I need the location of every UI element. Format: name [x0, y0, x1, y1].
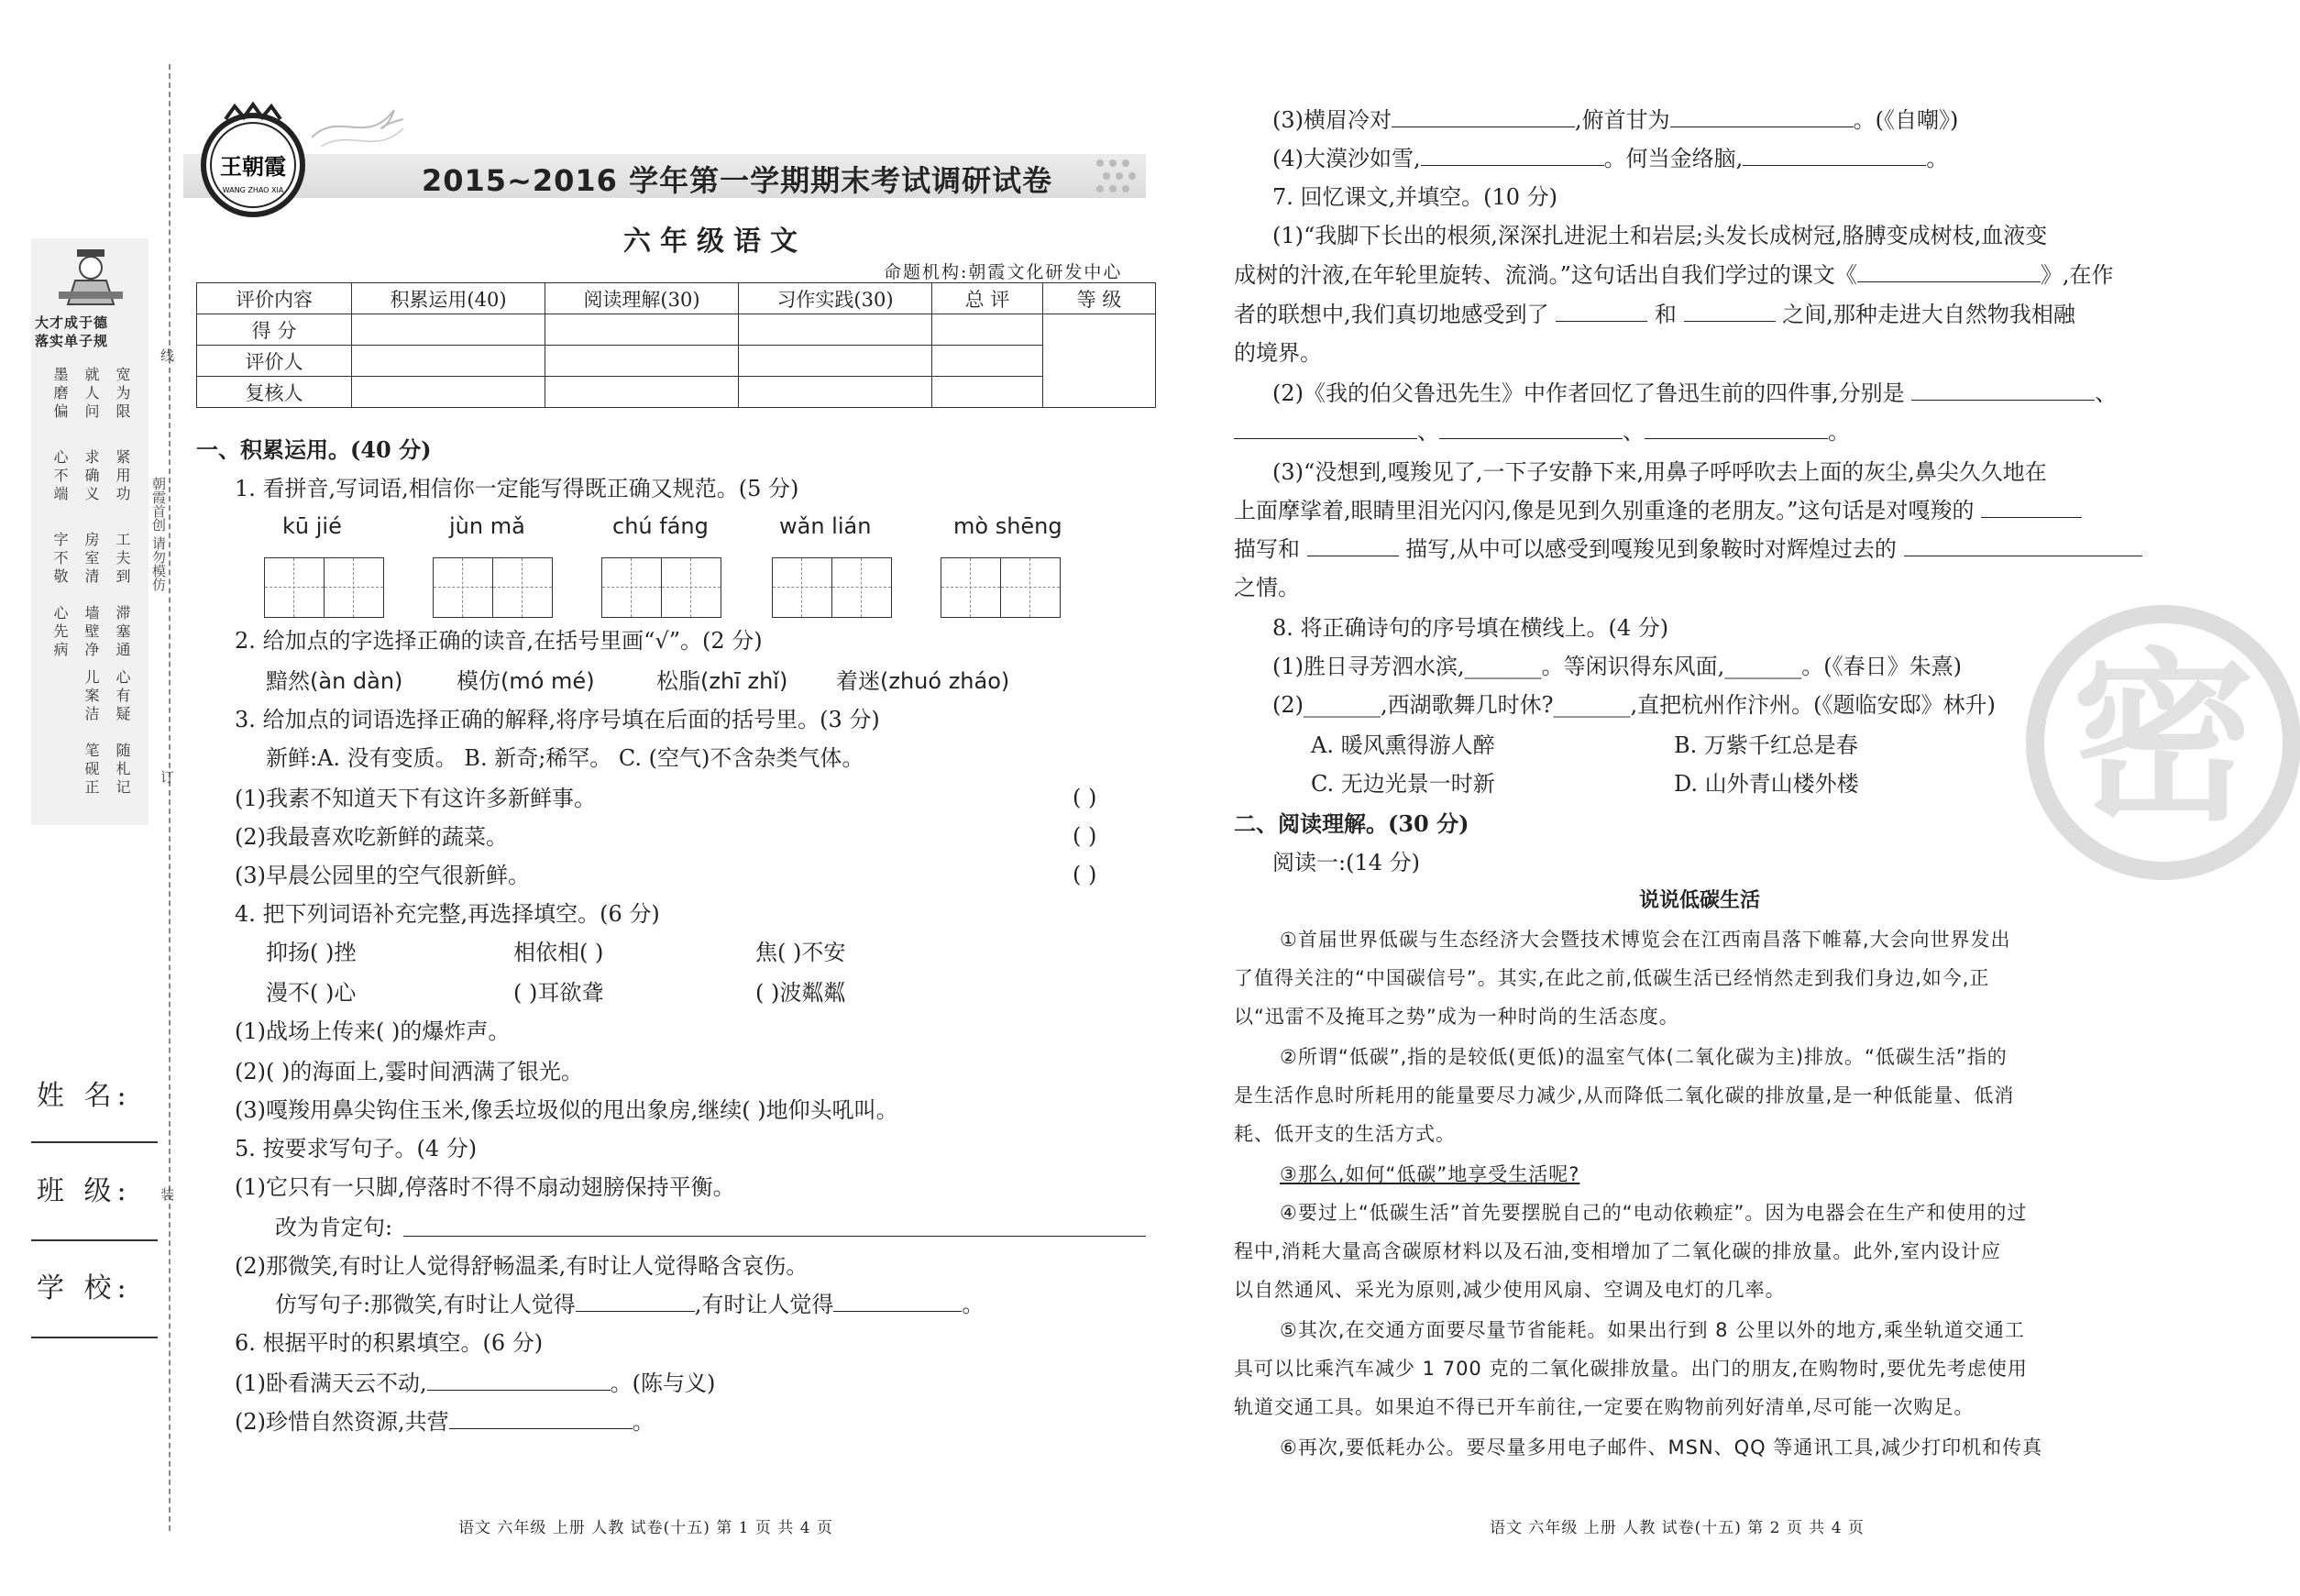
- q8-option-a: A. 暖风熏得游人醉: [1311, 732, 1495, 758]
- page-1-footer: 语文 六年级 上册 人教 试卷(十五) 第 1 页 共 4 页: [458, 1519, 833, 1537]
- q6-2-blank[interactable]: [449, 1410, 633, 1429]
- q5-2-blank-1[interactable]: [576, 1293, 695, 1312]
- q7-3-blank-1[interactable]: [1981, 499, 2082, 518]
- q5-2-middle: ,有时让人觉得: [694, 1292, 834, 1317]
- q3-item-3: (3)早晨公园里的空气很新鲜。: [235, 863, 530, 888]
- q7-2-line-1: (2)《我的伯父鲁迅先生》中作者回忆了鲁迅生前的四件事,分别是 、: [1272, 380, 2118, 406]
- writing-grid-1[interactable]: [264, 557, 384, 618]
- q7-1-blank-2[interactable]: [1556, 303, 1647, 322]
- q4-word[interactable]: 相依相( ): [513, 940, 604, 965]
- proverb-col-2: 紧用功: [114, 449, 131, 504]
- article-line: ①首届世界低碳与生态经济大会暨技术博览会在江西南昌落下帷幕,大会向世界发出: [1280, 929, 2011, 951]
- score-header-cell: 习作实践(30): [739, 283, 932, 314]
- article-line: ②所谓“低碳”,指的是较低(更低)的温室气体(二氧化碳为主)排放。“低碳生活”指的: [1280, 1046, 2008, 1068]
- q6-4-blank-1[interactable]: [1421, 147, 1604, 166]
- binding-dash-line: [169, 64, 171, 1531]
- pinyin-2: jùn mǎ: [449, 513, 525, 539]
- q5-1-answer-line[interactable]: [403, 1236, 1146, 1237]
- q1-prompt: 1. 看拼音,写词语,相信你一定能写得既正确又规范。(5 分): [235, 476, 799, 501]
- article-line-underlined: ③那么,如何“低碳”地享受生活呢?: [1280, 1163, 1580, 1185]
- score-row-label: 复核人: [197, 377, 352, 408]
- q5-prompt: 5. 按要求写句子。(4 分): [235, 1136, 478, 1161]
- q6-3-blank-1[interactable]: [1392, 108, 1575, 127]
- q6-item-4: (4)大漠沙如雪, 。何当金络脑, 。: [1272, 146, 1949, 171]
- reading-1-label: 阅读一:(14 分): [1272, 850, 1420, 875]
- q4-sentence-3: (3)嘎羧用鼻尖钩住玉米,像丢垃圾似的甩出象房,继续( )地仰头吼叫。: [235, 1097, 898, 1123]
- q8-option-d: D. 山外青山楼外楼: [1674, 771, 1859, 797]
- q6-1-blank[interactable]: [427, 1371, 611, 1391]
- q8-prompt: 8. 将正确诗句的序号填在横线上。(4 分): [1272, 615, 1669, 641]
- q4-word[interactable]: 抑扬( )挫: [266, 940, 357, 965]
- class-label: 班 级:: [37, 1175, 132, 1207]
- binding-tag-xian: 线: [159, 348, 175, 362]
- score-cell[interactable]: [545, 346, 739, 377]
- proverb2-col-6: 笔砚正: [83, 743, 100, 798]
- score-header-cell: 阅读理解(30): [545, 283, 739, 314]
- score-header-cell: 积累运用(40): [352, 283, 545, 314]
- school-label: 学 校:: [37, 1272, 132, 1304]
- score-cell[interactable]: [352, 346, 545, 377]
- q7-1-blank-1[interactable]: [1857, 263, 2041, 282]
- q7-3-line-1: (3)“没想到,嘎羧见了,一下子安静下来,用鼻子呼呼吹去上面的灰尘,鼻尖久久地在: [1272, 459, 2047, 485]
- score-cell[interactable]: [739, 314, 932, 346]
- proverb2-col-2: 求确义: [83, 449, 100, 504]
- q6-item-1: (1)卧看满天云不动, 。(陈与义): [235, 1370, 716, 1396]
- q7-2-blank-2[interactable]: [1234, 420, 1417, 439]
- q7-3-blank-3[interactable]: [1904, 537, 2142, 556]
- article-line: 以“迅雷不及掩耳之势”成为一种时尚的生活态度。: [1234, 1006, 1679, 1028]
- q3-definitions: 新鲜:A. 没有变质。 B. 新奇;稀罕。 C. (空气)不含杂类气体。: [266, 745, 864, 771]
- score-header-cell: 总 评: [932, 283, 1043, 314]
- q8-option-c: C. 无边光景一时新: [1311, 771, 1495, 797]
- binding-tag-ding: 订: [159, 770, 175, 784]
- section-2-heading: 二、阅读理解。(30 分): [1234, 810, 1469, 837]
- article-line: 轨道交通工具。如果迫不得已开车前往,一定要在购物前列好清单,尽可能一次购足。: [1234, 1396, 1975, 1418]
- q7-3-line-2: 上面摩挲着,眼睛里泪光闪闪,像是见到久别重逢的老朋友。”这句话是对嘎羧的: [1234, 497, 2082, 524]
- article-line: 具可以比乘汽车减少 1 700 克的二氧化碳排放量。出门的朋友,在购物时,要优先考虑使用: [1234, 1358, 2028, 1380]
- proverb-col-4: 滞塞通: [114, 605, 131, 660]
- q5-item-2: (2)那微笑,有时让人觉得舒畅温柔,有时让人觉得略含哀伤。: [235, 1253, 809, 1279]
- q7-3-line-4: 之情。: [1234, 575, 1300, 600]
- q4-sentence-1: (1)战场上传来( )的爆炸声。: [235, 1018, 511, 1044]
- q7-2-blank-1[interactable]: [1911, 381, 2095, 401]
- score-cell[interactable]: [352, 314, 545, 346]
- grade-cell[interactable]: [1043, 314, 1156, 408]
- q4-sentence-2: (2)( )的海面上,霎时间洒满了银光。: [235, 1059, 583, 1084]
- q5-2-blank-2[interactable]: [833, 1293, 962, 1312]
- q6-item-3: (3)横眉冷对 ,俯首甘为 。(《自嘲》): [1272, 107, 1959, 133]
- q3-item-1: (1)我素不知道天下有这许多新鲜事。: [235, 786, 596, 811]
- logo-subtext: WANG ZHAO XIA: [222, 186, 284, 194]
- q2-option[interactable]: 黯然(àn dàn): [266, 668, 403, 694]
- confidential-stamp-icon: [2026, 605, 2300, 880]
- q4-word[interactable]: ( )耳欲聋: [513, 980, 604, 1006]
- score-cell[interactable]: [739, 377, 932, 408]
- score-row-label: 评价人: [197, 346, 352, 377]
- score-header-cell: 评价内容: [197, 283, 352, 314]
- q5-2-prefix: 仿写句子:那微笑,有时让人觉得: [275, 1292, 576, 1317]
- q6-item-2: (2)珍惜自然资源,共营 。: [235, 1409, 655, 1435]
- q6-prompt: 6. 根据平时的积累填空。(6 分): [235, 1330, 544, 1356]
- article-line: 了值得关注的“中国碳信号”。其实,在此之前,低碳生活已经悄然走到我们身边,如今,正: [1234, 967, 1990, 989]
- q7-1-line-4: 的境界。: [1234, 340, 1322, 366]
- q6-3-blank-2[interactable]: [1670, 108, 1854, 127]
- score-cell[interactable]: [932, 377, 1043, 408]
- article-line: ⑥再次,要低耗办公。要尽量多用电子邮件、MSN、QQ 等通讯工具,减少打印机和传真: [1280, 1436, 2043, 1458]
- q5-item-1-task: 改为肯定句:: [275, 1215, 393, 1240]
- q3-answer-3[interactable]: ( ): [1073, 862, 1097, 887]
- score-cell[interactable]: [545, 314, 739, 346]
- q5-item-2-task: 仿写句子:那微笑,有时让人觉得 ,有时让人觉得 。: [275, 1292, 985, 1317]
- score-cell[interactable]: [932, 346, 1043, 377]
- score-table: [196, 282, 1156, 408]
- q4-word[interactable]: ( )波粼粼: [755, 980, 846, 1006]
- q7-3-line-3: 描写和 描写,从中可以感受到嘎羧见到象鞍时对辉煌过去的: [1234, 535, 2142, 563]
- q2-prompt: 2. 给加点的字选择正确的读音,在括号里画“√”。(2 分): [235, 628, 763, 654]
- q4-word[interactable]: 焦( )不安: [755, 940, 846, 965]
- q7-3-blank-2[interactable]: [1307, 537, 1399, 556]
- q3-answer-1[interactable]: ( ): [1073, 785, 1097, 810]
- sidebar-motto-1: 大才成于德: [35, 314, 109, 331]
- q2-option[interactable]: 着迷(zhuó zháo): [836, 668, 1010, 694]
- stamp-text: 密: [2071, 631, 2256, 846]
- article-line: 程中,消耗大量高含碳原材料以及石油,变相增加了二氧化碳的排放量。此外,室内设计应: [1234, 1240, 2002, 1262]
- article-line: 是生活作息时所耗用的能量要尽力减少,从而降低二氧化碳的排放量,是一种低能量、低消: [1234, 1084, 2015, 1106]
- q4-prompt: 4. 把下列词语补充完整,再选择填空。(6 分): [235, 901, 660, 927]
- subject-title: 六年级语文: [623, 226, 807, 258]
- q7-1-line-3: 者的联想中,我们真切地感受到了 和 之间,那种走进大自然物我相融: [1234, 302, 2075, 327]
- q7-1-line-1: (1)“我脚下长出的根须,深深扎进泥土和岩层;头发长成树冠,胳膊变成树枝,血液变: [1272, 223, 2048, 248]
- q8-option-b: B. 万紫千红总是春: [1674, 732, 1858, 758]
- ribbon-decoration: [312, 101, 413, 156]
- q7-2-blank-4[interactable]: [1645, 420, 1828, 439]
- name-label: 姓 名:: [37, 1080, 132, 1112]
- banner-dots-decoration: [1091, 154, 1155, 198]
- sidebar-motto-panel: [31, 238, 149, 825]
- exam-title: 2015~2016 学年第一学期期末考试调研试卷: [422, 163, 1053, 198]
- page-2-footer: 语文 六年级 上册 人教 试卷(十五) 第 2 页 共 4 页: [1490, 1519, 1865, 1537]
- writing-grid-3[interactable]: [601, 557, 721, 618]
- author-line: 命题机构:朝霞文化研发中心: [884, 262, 1123, 282]
- score-header-cell: 等 级: [1043, 283, 1156, 314]
- proverb-col-5: 心有疑: [114, 669, 131, 724]
- logo-name: 王朝霞: [220, 153, 286, 180]
- score-cell[interactable]: [932, 314, 1043, 346]
- q7-1-line-2: 成树的汁液,在年轮里旋转、流淌。”这句话出自我们学过的课文《 》,在作: [1234, 262, 2114, 288]
- proverb2-col-4: 墙壁净: [83, 605, 100, 660]
- proverb3-col-1: 墨磨偏: [51, 367, 69, 422]
- proverb3-col-4: 心先病: [51, 605, 69, 660]
- q7-2-blank-3[interactable]: [1439, 420, 1623, 439]
- writing-grid-4[interactable]: [772, 557, 892, 618]
- q2-option[interactable]: 松脂(zhī zhǐ): [656, 668, 788, 694]
- q5-item-1: (1)它只有一只脚,停落时不得不扇动翅膀保持平衡。: [235, 1174, 735, 1200]
- score-cell[interactable]: [739, 346, 932, 377]
- section-1-heading: 一、积累运用。(40 分): [196, 436, 432, 463]
- scholar-illustration-icon: [59, 248, 123, 308]
- binding-tag-note: 朝霞首创 请勿模仿: [150, 477, 167, 591]
- q6-4-blank-2[interactable]: [1743, 147, 1926, 166]
- name-field[interactable]: [31, 1141, 158, 1143]
- article-title: 说说低碳生活: [1639, 889, 1761, 912]
- q3-item-2: (2)我最喜欢吃新鲜的蔬菜。: [235, 824, 508, 850]
- article-line: ⑤其次,在交通方面要尽量节省能耗。如果出行到 8 公里以外的地方,乘坐轨道交通工: [1280, 1319, 2025, 1341]
- article-line: 以自然通风、采光为原则,减少使用风扇、空调及电灯的几率。: [1234, 1279, 1786, 1301]
- q8-item-1: (1)胜日寻芳泗水滨,_______。等闲识得东风面,_______。(《春日》朱熹): [1272, 654, 1962, 679]
- q7-prompt: 7. 回忆课文,并填空。(10 分): [1272, 184, 1558, 210]
- q3-prompt: 3. 给加点的词语选择正确的解释,将序号填在后面的括号里。(3 分): [235, 707, 880, 732]
- score-cell[interactable]: [545, 377, 739, 408]
- score-cell[interactable]: [352, 377, 545, 408]
- proverb-col-1: 宽为限: [114, 367, 131, 422]
- pinyin-4: wǎn lián: [779, 513, 872, 539]
- article-line: 耗、低开支的生活方式。: [1234, 1123, 1456, 1145]
- writing-grid-2[interactable]: [433, 557, 553, 618]
- pinyin-3: chú fáng: [612, 513, 709, 539]
- q2-option[interactable]: 模仿(mó mé): [457, 668, 595, 694]
- pinyin-5: mò shēng: [953, 513, 1062, 539]
- q3-answer-2[interactable]: ( ): [1073, 823, 1097, 849]
- pinyin-1: kū jié: [282, 513, 342, 539]
- proverb2-col-3: 房室清: [83, 532, 100, 587]
- school-field[interactable]: [31, 1337, 158, 1338]
- proverb-col-6: 随札记: [114, 743, 131, 798]
- proverb2-col-1: 就人问: [83, 367, 100, 422]
- wangzhaoxia-logo-icon: [189, 101, 317, 220]
- class-field[interactable]: [31, 1239, 158, 1241]
- sidebar-motto-2: 落实单子规: [35, 333, 109, 349]
- article-line: ④要过上“低碳生活”首先要摆脱自己的“电动依赖症”。因为电器会在生产和使用的过: [1280, 1202, 2028, 1224]
- binding-tag-zhuang: 装: [159, 1187, 175, 1201]
- proverb2-col-5: 儿案洁: [83, 669, 100, 724]
- q8-item-2: (2)_______,西湖歌舞几时休?_______,直把杭州作汴州。(《题临安邸》林升): [1272, 692, 1996, 718]
- q7-1-blank-3[interactable]: [1684, 303, 1776, 322]
- q4-word[interactable]: 漫不( )心: [266, 980, 357, 1006]
- score-row-label: 得 分: [197, 314, 352, 346]
- proverb-col-3: 工夫到: [114, 532, 131, 587]
- proverb3-col-3: 字不敬: [51, 532, 69, 587]
- q7-2-line-2: 、 、 。: [1234, 418, 1850, 446]
- writing-grid-5[interactable]: [941, 557, 1061, 618]
- proverb3-col-2: 心不端: [51, 449, 69, 504]
